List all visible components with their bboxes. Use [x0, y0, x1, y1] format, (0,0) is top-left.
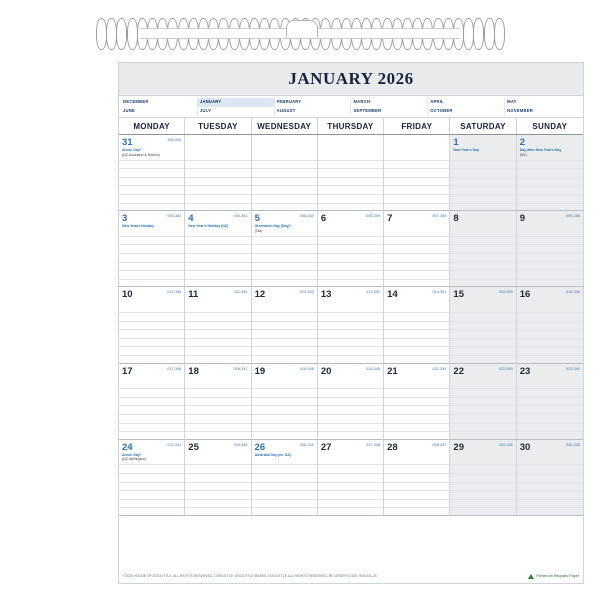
- day-cell[interactable]: [185, 211, 251, 287]
- day-number: 22: [453, 365, 464, 377]
- day-number: 28: [387, 441, 398, 453]
- day-number: 10: [122, 289, 133, 301]
- julian-date: 026-339: [299, 442, 314, 447]
- mini-month-name: SEPTEMBER: [353, 108, 382, 113]
- day-cell[interactable]: [318, 287, 384, 363]
- mini-month-name: JANUARY: [199, 99, 222, 104]
- julian-date: 027-338: [366, 442, 381, 447]
- writing-lines: [517, 228, 583, 286]
- julian-date: 004-361: [233, 214, 248, 219]
- holiday-note: [188, 224, 248, 229]
- mini-month-april[interactable]: [428, 98, 505, 107]
- mini-month-may[interactable]: [505, 98, 581, 107]
- holiday-name: Australia Day (ex. SA): [254, 452, 291, 457]
- julian-date: 003-362: [167, 214, 182, 219]
- writing-lines: [318, 381, 383, 439]
- julian-date: 365-000: [167, 138, 182, 142]
- month-grid: [119, 135, 583, 516]
- julian-date: 009-356: [566, 214, 580, 219]
- writing-lines: [384, 381, 449, 439]
- mini-months-panel: [119, 96, 583, 118]
- weekday-tuesday: TUESDAY: [185, 118, 251, 134]
- day-number: 18: [188, 365, 199, 377]
- wire-coil: [473, 18, 484, 50]
- day-number: 27: [320, 441, 332, 453]
- mini-month-january[interactable]: [198, 98, 275, 107]
- holiday-note: [453, 148, 513, 153]
- writing-lines: [384, 152, 449, 210]
- page-title: JANUARY 2026: [288, 69, 414, 88]
- mini-month-name: JULY: [199, 108, 211, 113]
- mini-month-july[interactable]: [198, 107, 275, 116]
- writing-lines: [517, 304, 583, 362]
- day-number: 2: [519, 137, 525, 148]
- writing-lines: [318, 228, 383, 286]
- holiday-region: (NZ-Auckland & Nelson): [122, 152, 160, 157]
- holiday-name: Greenwich Day (Day)*: [254, 224, 291, 229]
- title-bar: [119, 63, 583, 96]
- day-cell[interactable]: [517, 211, 583, 287]
- weekday-thursday: THURSDAY: [318, 118, 384, 134]
- day-number: 29: [453, 441, 464, 453]
- writing-lines: [252, 457, 317, 515]
- writing-lines: [517, 381, 583, 439]
- day-cell[interactable]: [252, 440, 318, 516]
- day-cell[interactable]: [517, 440, 583, 516]
- day-cell[interactable]: [119, 211, 185, 287]
- day-number: 24: [122, 441, 133, 453]
- day-cell[interactable]: [185, 440, 251, 516]
- wire-coil: [494, 18, 505, 50]
- holiday-region: (NZ-Wellington): [122, 457, 147, 462]
- mini-month-name: OCTOBER: [430, 108, 453, 113]
- mini-months-row-1: [121, 98, 581, 107]
- writing-lines: [517, 457, 583, 515]
- day-number: 25: [188, 441, 199, 453]
- day-cell[interactable]: [450, 364, 516, 440]
- day-number: 16: [519, 289, 531, 301]
- day-cell[interactable]: [252, 135, 318, 211]
- julian-date: 030-335: [566, 442, 580, 447]
- mini-month-name: DECEMBER: [123, 99, 149, 104]
- weekday-friday: FRIDAY: [384, 118, 450, 134]
- holiday-name: Anniv. Day*: [122, 452, 142, 457]
- holiday-name: Anniv. Day*: [122, 148, 142, 152]
- calendar-sheet: [118, 62, 584, 584]
- day-number: 12: [254, 289, 266, 301]
- holiday-note: [122, 453, 182, 462]
- weekday-monday: MONDAY: [119, 118, 185, 134]
- day-number: 17: [122, 365, 133, 377]
- holiday-note: [255, 453, 315, 458]
- writing-lines: [119, 228, 184, 286]
- julian-date: 019-346: [299, 366, 314, 371]
- holiday-region: (Tas): [254, 228, 263, 233]
- writing-lines: [185, 381, 250, 439]
- writing-lines: [318, 152, 383, 210]
- mini-month-name: APRIL: [430, 99, 444, 104]
- julian-date: 007-358: [432, 214, 447, 219]
- writing-lines: [384, 457, 449, 515]
- writing-lines: [119, 457, 184, 515]
- sheet-footer: [119, 569, 583, 583]
- day-cell[interactable]: [252, 211, 318, 287]
- day-number: 23: [519, 365, 531, 377]
- writing-lines: [185, 228, 250, 286]
- julian-date: 022-343: [498, 366, 513, 371]
- wire-coil: [484, 18, 495, 50]
- day-number: 13: [320, 289, 332, 301]
- day-number: 31: [122, 137, 133, 148]
- day-cell[interactable]: [517, 135, 583, 211]
- day-number: 8: [453, 213, 459, 225]
- julian-date: 010-355: [167, 290, 182, 295]
- recycled-label: Printed on Recycled Paper: [536, 574, 579, 578]
- writing-lines: [318, 304, 383, 362]
- day-cell[interactable]: [384, 211, 450, 287]
- day-cell[interactable]: [517, 287, 583, 363]
- writing-lines: [185, 304, 250, 362]
- day-cell[interactable]: [384, 135, 450, 211]
- mini-month-august[interactable]: [275, 107, 352, 116]
- julian-date: 017-348: [167, 366, 182, 371]
- day-cell[interactable]: [119, 364, 185, 440]
- julian-date: 005-360: [299, 214, 314, 219]
- mini-month-name: FEBRUARY: [276, 99, 302, 104]
- copyright-note: ©2025 HOUSE OF DOOLITTLE. ALL RIGHTS RESERVED. DOOLITTLE, DOOLITTLE BEARS, DOOLITTLE ALL RIGHTS RESERVED. RE-ORDER CODE HOD331-25: [123, 574, 377, 578]
- day-number: 3: [122, 213, 128, 225]
- julian-date: 016-349: [566, 290, 580, 295]
- holiday-note: [255, 224, 315, 233]
- julian-date: 028-337: [432, 442, 447, 447]
- holiday-name: New Year's Holiday (NZ): [188, 224, 229, 229]
- day-number: 4: [188, 213, 194, 225]
- mini-month-november[interactable]: [505, 107, 581, 116]
- julian-date: 006-359: [366, 214, 381, 219]
- day-cell[interactable]: [185, 364, 251, 440]
- mini-months-row-2: [121, 107, 581, 116]
- weekday-sunday: SUNDAY: [532, 122, 568, 131]
- holiday-region: (NZ): [519, 152, 527, 157]
- day-cell[interactable]: [185, 135, 251, 211]
- day-number: 5: [254, 213, 260, 225]
- day-cell[interactable]: [119, 440, 185, 516]
- writing-lines: [185, 152, 250, 210]
- mini-month-february[interactable]: [275, 98, 352, 107]
- day-cell[interactable]: [318, 364, 384, 440]
- day-number: 21: [387, 365, 398, 377]
- holiday-name: Day after New Year's Day: [519, 148, 562, 152]
- day-cell[interactable]: [318, 135, 384, 211]
- julian-date: 018-347: [233, 366, 248, 371]
- day-cell[interactable]: [450, 287, 516, 363]
- hanger-hook: [286, 20, 318, 37]
- writing-lines: [252, 228, 317, 286]
- day-cell[interactable]: [185, 287, 251, 363]
- recycle-icon: [528, 574, 534, 579]
- mini-month-june[interactable]: [121, 107, 198, 116]
- day-number: 30: [519, 441, 531, 453]
- mini-month-name: AUGUST: [276, 108, 296, 113]
- mini-month-name: MARCH: [353, 99, 371, 104]
- day-number: 20: [320, 365, 332, 377]
- day-cell[interactable]: [450, 135, 516, 211]
- writing-lines: [252, 304, 317, 362]
- mini-month-october[interactable]: [428, 107, 505, 116]
- mini-month-name: NOVEMBER: [507, 108, 533, 113]
- day-number: 15: [453, 289, 464, 301]
- writing-lines: [252, 381, 317, 439]
- julian-date: 014-351: [432, 290, 447, 295]
- julian-date: 020-345: [366, 366, 381, 371]
- day-cell[interactable]: [252, 287, 318, 363]
- weekday-wednesday: WEDNESDAY: [252, 118, 318, 134]
- day-number: 14: [387, 289, 398, 301]
- day-cell[interactable]: [252, 364, 318, 440]
- julian-date: 025-340: [233, 442, 248, 447]
- mini-month-name: JUNE: [123, 108, 135, 113]
- julian-date: 013-352: [366, 290, 381, 295]
- holiday-note: [122, 224, 182, 229]
- day-cell[interactable]: [384, 364, 450, 440]
- holiday-name: New Year's Day: [453, 148, 480, 152]
- weekday-header: [119, 118, 583, 135]
- julian-date: 015-350: [498, 290, 513, 295]
- day-cell[interactable]: [318, 211, 384, 287]
- day-cell[interactable]: [450, 440, 516, 516]
- writing-lines: [119, 381, 184, 439]
- writing-lines: [185, 457, 250, 515]
- julian-date: 023-342: [566, 366, 580, 371]
- julian-date: 012-353: [299, 290, 314, 295]
- julian-date: 011-354: [233, 290, 248, 295]
- day-cell[interactable]: [119, 287, 185, 363]
- julian-date: 021-344: [432, 366, 447, 371]
- day-cell[interactable]: [450, 211, 516, 287]
- writing-lines: [119, 152, 184, 210]
- writing-lines: [384, 228, 449, 286]
- day-cell[interactable]: [384, 287, 450, 363]
- writing-lines: [119, 304, 184, 362]
- recycled-paper-note: [528, 574, 579, 579]
- holiday-note: [520, 148, 581, 157]
- writing-lines: [450, 381, 515, 439]
- day-cell[interactable]: [119, 135, 185, 211]
- day-number: 6: [320, 213, 327, 225]
- writing-lines: [450, 457, 515, 515]
- day-number: 7: [387, 213, 393, 225]
- mini-month-march[interactable]: [351, 98, 428, 107]
- holiday-note: [122, 148, 182, 157]
- weekday-saturday: SATURDAY: [450, 118, 516, 134]
- mini-month-name: MAY: [507, 99, 517, 104]
- mini-month-september[interactable]: [351, 107, 428, 116]
- writing-lines: [318, 457, 383, 515]
- day-number: 9: [519, 213, 525, 225]
- writing-lines: [450, 152, 515, 210]
- writing-lines: [450, 304, 515, 362]
- day-number: 26: [254, 441, 266, 453]
- day-number: 1: [453, 137, 459, 148]
- writing-lines: [384, 304, 449, 362]
- day-number: 19: [254, 365, 266, 377]
- writing-lines: [517, 152, 583, 210]
- day-number: 11: [188, 289, 199, 301]
- wire-coil: [127, 18, 138, 50]
- day-cell[interactable]: [318, 440, 384, 516]
- julian-date: 024-341: [167, 442, 182, 447]
- mini-month-december[interactable]: [121, 98, 198, 107]
- writing-lines: [450, 228, 515, 286]
- holiday-name: New Year's Holiday: [122, 224, 154, 229]
- day-cell[interactable]: [384, 440, 450, 516]
- writing-lines: [252, 152, 317, 210]
- wire-coil: [116, 18, 127, 50]
- julian-date: 029-336: [498, 442, 513, 447]
- day-cell[interactable]: [517, 364, 583, 440]
